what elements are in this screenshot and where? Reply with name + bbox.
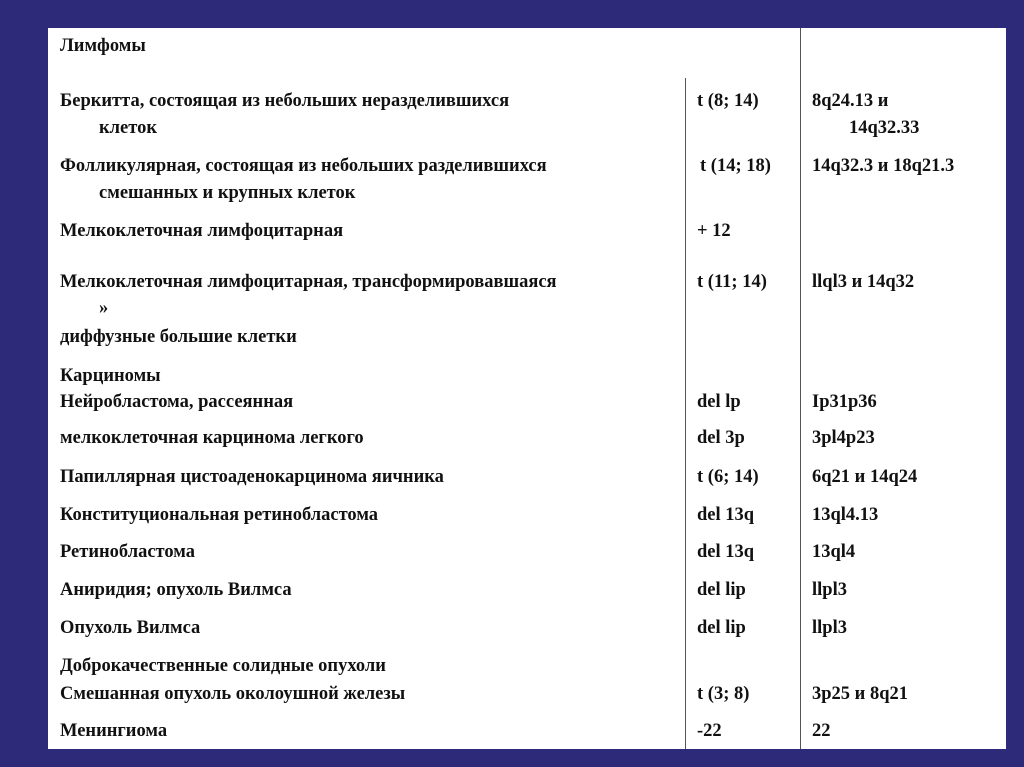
section-title-benign: Доброкачественные солидные опухоли <box>60 656 386 676</box>
locus: llql3 и 14q32 <box>812 272 915 292</box>
table-panel <box>48 28 1006 749</box>
tumor-name: Смешанная опухоль околоушной железы <box>60 684 406 704</box>
locus: 3pl4p23 <box>812 428 875 448</box>
abnormality: del lip <box>697 618 746 638</box>
column-divider-2 <box>800 28 801 749</box>
tumor-name: Нейробластома, рассеянная <box>60 392 294 412</box>
column-divider-1 <box>685 78 686 749</box>
locus: 3p25 и 8q21 <box>812 684 908 704</box>
abnormality: t (14; 18) <box>700 156 771 176</box>
tumor-name-cont: диффузные большие клетки <box>60 327 297 347</box>
tumor-name: Конституциональная ретинобластома <box>60 505 379 525</box>
abnormality: del 13q <box>697 542 755 562</box>
tumor-name: Мелкоклеточная лимфоцитарная, трансформировавшаяся <box>60 272 557 292</box>
abnormality: del 13q <box>697 505 755 525</box>
tumor-name: Менингиома <box>60 721 168 741</box>
abnormality: t (3; 8) <box>697 684 750 704</box>
tumor-name-cont: смешанных и крупных клеток <box>99 183 356 203</box>
locus-cont: 14q32.33 <box>849 118 920 138</box>
abnormality: t (6; 14) <box>697 467 759 487</box>
tumor-name: Мелкоклеточная лимфоцитарная <box>60 221 344 241</box>
tumor-name: Ретинобластома <box>60 542 196 562</box>
abnormality: t (8; 14) <box>697 91 759 111</box>
tumor-name: Опухоль Вилмса <box>60 618 201 638</box>
locus: 22 <box>812 721 831 741</box>
section-title-carcinomas: Карциномы <box>60 366 161 386</box>
locus: 13ql4.13 <box>812 505 879 525</box>
tumor-name-cont: клеток <box>99 118 158 138</box>
locus: 14q32.3 и 18q21.3 <box>812 156 955 176</box>
tumor-name-cont: » <box>99 298 109 318</box>
abnormality: del 3p <box>697 428 745 448</box>
abnormality: t (11; 14) <box>697 272 767 292</box>
abnormality: + 12 <box>697 221 731 241</box>
tumor-name: мелкоклеточная карцинома легкого <box>60 428 364 448</box>
locus: 6q21 и 14q24 <box>812 467 918 487</box>
locus: 8q24.13 и <box>812 91 889 111</box>
tumor-name: Беркитта, состоящая из небольших неразделившихся <box>60 91 510 111</box>
locus: Ip31p36 <box>812 392 877 412</box>
abnormality: -22 <box>697 721 722 741</box>
locus: llpl3 <box>812 618 847 638</box>
abnormality: del lp <box>697 392 741 412</box>
section-title-lymphomas: Лимфомы <box>60 36 146 56</box>
tumor-name: Аниридия; опухоль Вилмса <box>60 580 292 600</box>
locus: llpl3 <box>812 580 847 600</box>
locus: 13ql4 <box>812 542 856 562</box>
tumor-name: Папиллярная цистоаденокарцинома яичника <box>60 467 444 487</box>
tumor-name: Фолликулярная, состоящая из небольших разделившихся <box>60 156 547 176</box>
abnormality: del lip <box>697 580 746 600</box>
